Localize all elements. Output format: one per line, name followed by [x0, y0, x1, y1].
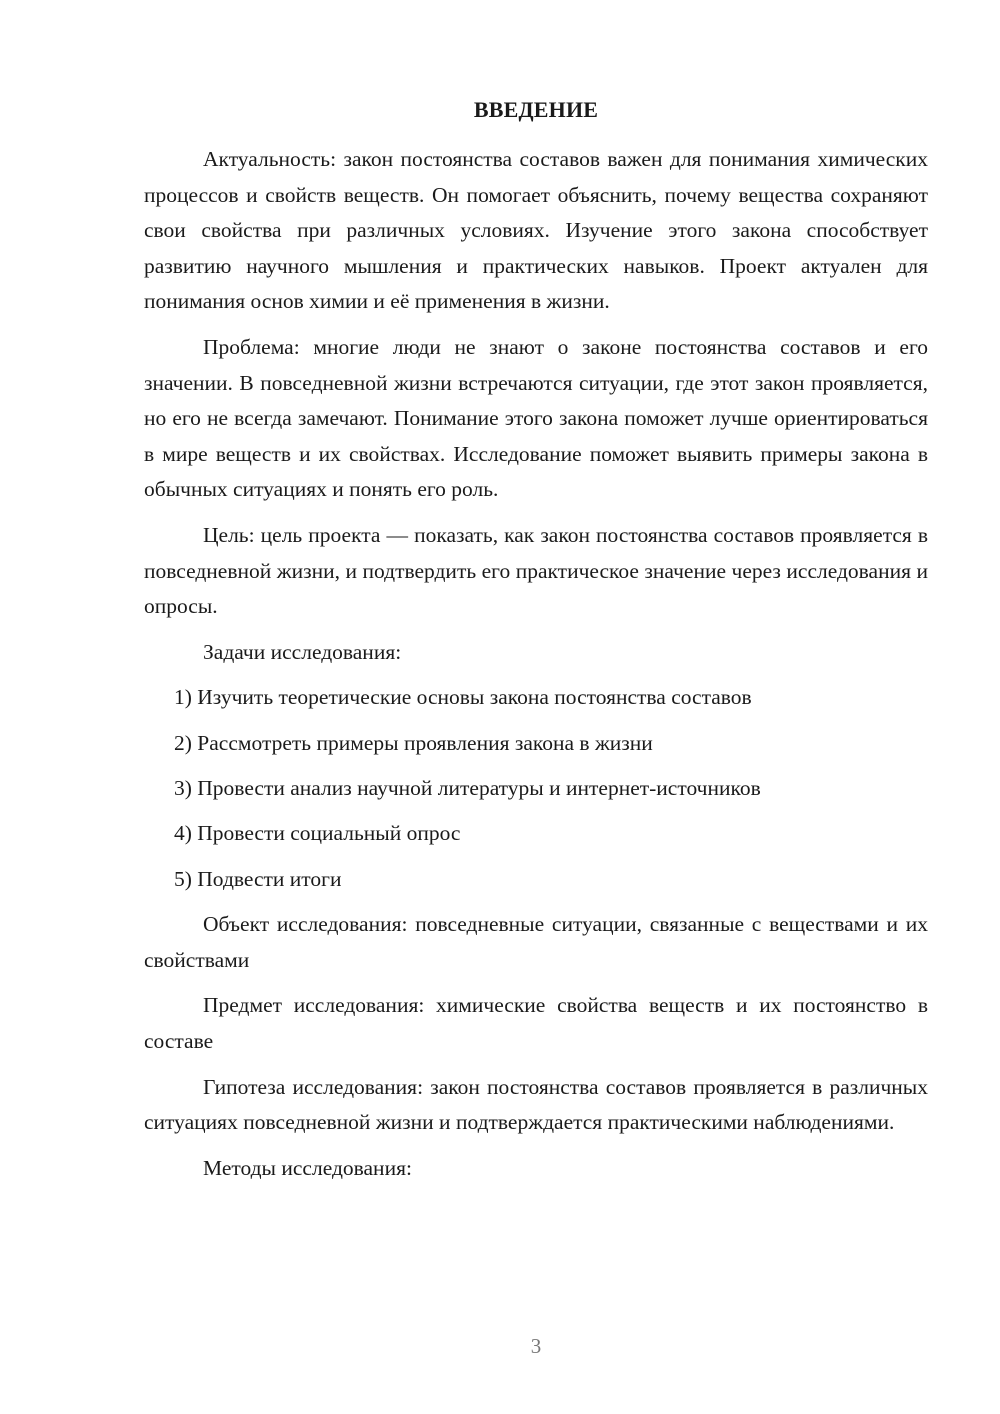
tasks-heading: Задачи исследования:: [203, 639, 402, 664]
goal-paragraph: Цель: цель проекта — показать, как закон постоянства составов проявляется в повседневной жизни, и подтвердить его практическое значение через исследования и опросы.: [144, 522, 928, 619]
methods-heading: Методы исследования:: [203, 1155, 412, 1180]
problem-paragraph: Проблема: многие люди не знают о законе постоянства составов и его значении. В повседневной жизни встречаются ситуации, где этот закон проявляется, но его не всегда замечают. Понимание этого закона поможет лучше ориентироваться в мире веществ и их свойствах. Исследование поможет выявить примеры закона в обычных ситуациях и понять его роль.: [144, 334, 928, 502]
list-item: 5) Подвести итоги: [174, 866, 342, 891]
object-paragraph: Объект исследования: повседневные ситуации, связанные с веществами и их свойствами: [144, 912, 928, 972]
relevance-paragraph: Актуальность: закон постоянства составов важен для понимания химических процессов и свойств веществ. Он помогает объяснить, почему вещества сохраняют свои свойства при различных условиях. Изучение этого закона способствует развитию научного мышления и практических навыков. Проект актуален для понимания основ химии и её применения в жизни.: [144, 147, 928, 314]
list-item: 1) Изучить теоретические основы закона постоянства составов: [174, 685, 752, 710]
list-item: 3) Провести анализ научной литературы и интернет-источников: [174, 776, 761, 801]
document-body: [144, 142, 928, 1196]
page-title: ВВЕДЕНИЕ: [473, 97, 599, 122]
list-item: 4) Провести социальный опрос: [174, 821, 461, 846]
subject-paragraph: Предмет исследования: химические свойства веществ и их постоянство в составе: [144, 993, 928, 1054]
tasks-list: [144, 680, 928, 897]
hypothesis-paragraph: Гипотеза исследования: закон постоянства составов проявляется в различных ситуациях повседневной жизни и подтверждается практическими наблюдениями.: [144, 1074, 928, 1135]
list-item: 2) Рассмотреть примеры проявления закона в жизни: [174, 730, 653, 755]
page-number: 3: [530, 1334, 542, 1358]
